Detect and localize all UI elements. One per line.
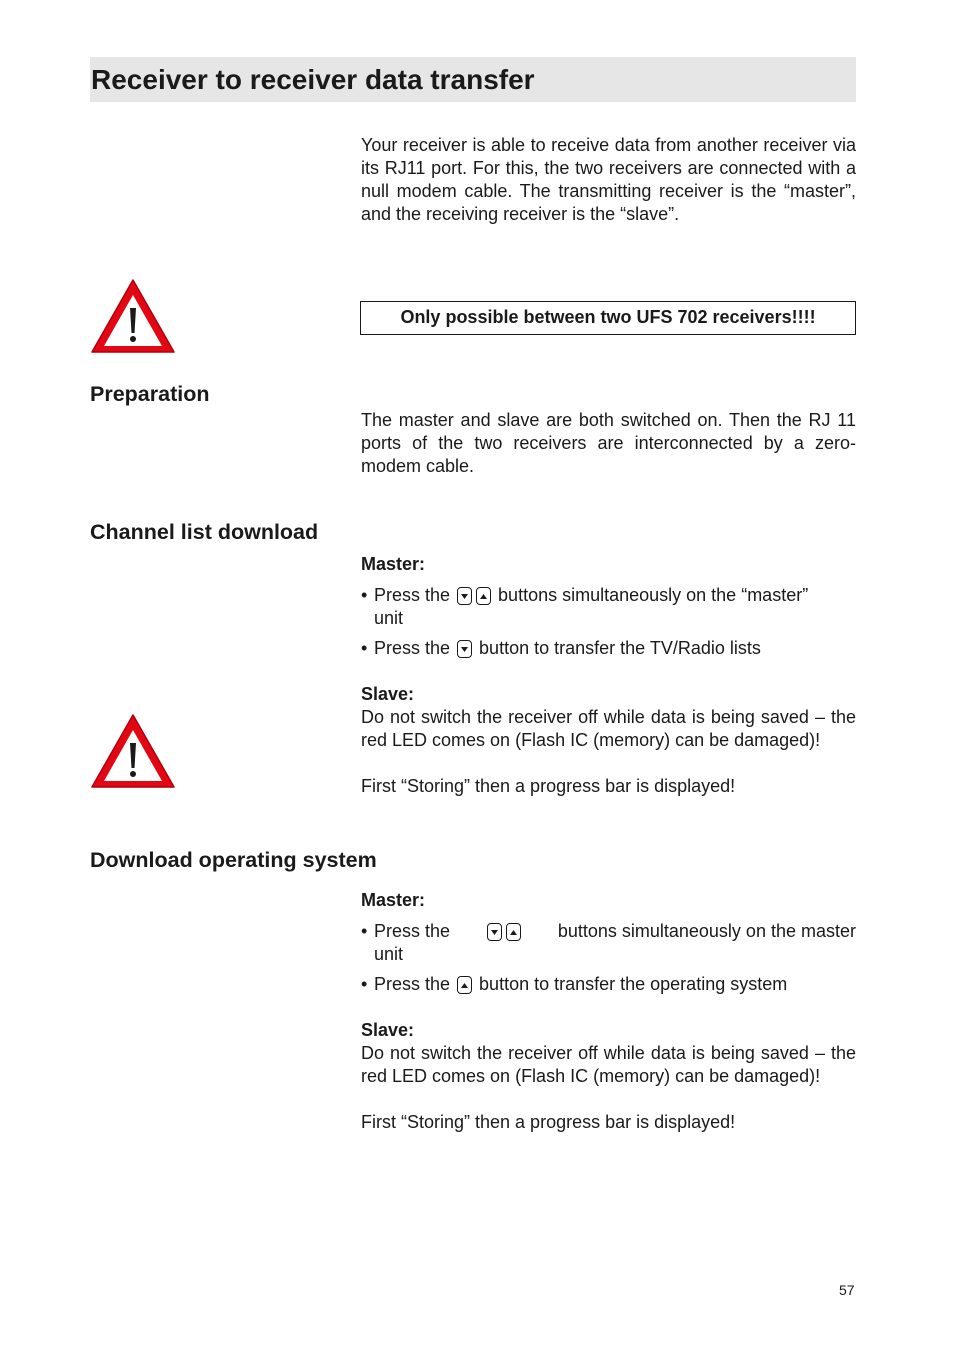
page-number: 57 xyxy=(839,1282,855,1298)
os-slave-label: Slave: xyxy=(361,1020,415,1040)
arrow-up-key-icon xyxy=(506,923,521,941)
arrow-up-key-icon xyxy=(457,976,472,994)
bullet-dot: • xyxy=(361,638,368,658)
channel-slave-warning: Do not switch the receiver off while data is being saved – the red LED comes on (Flash IC (memory) can be damaged)! xyxy=(361,707,856,750)
bullet-text: Press the xyxy=(374,974,451,994)
title-bar xyxy=(90,57,856,102)
channel-master-label: Master: xyxy=(361,554,426,574)
notice-box: Only possible between two UFS 702 receivers!!!! xyxy=(360,301,856,335)
os-download-heading: Download operating system xyxy=(90,848,377,872)
bullet-dot: • xyxy=(361,974,368,994)
bullet-text: Press the xyxy=(374,638,451,658)
bullet-text: button to transfer the operating system xyxy=(479,974,788,994)
bullet-dot: • xyxy=(361,585,368,605)
bullet-text-continued: unit xyxy=(374,608,404,628)
channel-bullet-2 xyxy=(361,637,856,660)
bullet-text: buttons simultaneously on the master xyxy=(557,921,856,941)
warning-triangle-icon xyxy=(90,278,176,354)
os-master-label: Master: xyxy=(361,890,426,910)
bullet-text: Press the xyxy=(374,585,451,605)
preparation-paragraph: The master and slave are both switched on. Then the RJ 11 ports of the two receivers are interconnected by a zero-modem cable. xyxy=(361,410,856,476)
channel-slave-note: First “Storing” then a progress bar is displayed! xyxy=(361,776,736,796)
preparation-heading: Preparation xyxy=(90,382,210,406)
arrow-down-key-icon xyxy=(457,640,472,658)
intro-paragraph: Your receiver is able to receive data from another receiver via its RJ11 port. For this, the two receivers are connected with a null modem cable. The transmitting receiver is the “master”, and the receiving receiver is the “slave”. xyxy=(361,135,856,224)
bullet-text-continued: unit xyxy=(374,944,404,964)
bullet-text: Press the xyxy=(374,921,451,941)
os-bullet-2 xyxy=(361,973,856,996)
channel-list-heading: Channel list download xyxy=(90,520,319,544)
bullet-text: buttons simultaneously on the “master” xyxy=(498,585,809,605)
os-bullet-1 xyxy=(361,920,856,966)
bullet-text: button to transfer the TV/Radio lists xyxy=(479,638,761,658)
os-slave-note: First “Storing” then a progress bar is displayed! xyxy=(361,1112,736,1132)
os-slave-warning: Do not switch the receiver off while data is being saved – the red LED comes on (Flash IC (memory) can be damaged)! xyxy=(361,1043,856,1086)
channel-bullet-1 xyxy=(361,584,856,630)
arrow-up-key-icon xyxy=(476,587,491,605)
warning-triangle-icon xyxy=(90,713,176,789)
channel-slave-label: Slave: xyxy=(361,684,415,704)
arrow-down-key-icon xyxy=(487,923,502,941)
arrow-down-key-icon xyxy=(457,587,472,605)
bullet-dot: • xyxy=(361,921,368,941)
page-title: Receiver to receiver data transfer xyxy=(91,64,535,95)
